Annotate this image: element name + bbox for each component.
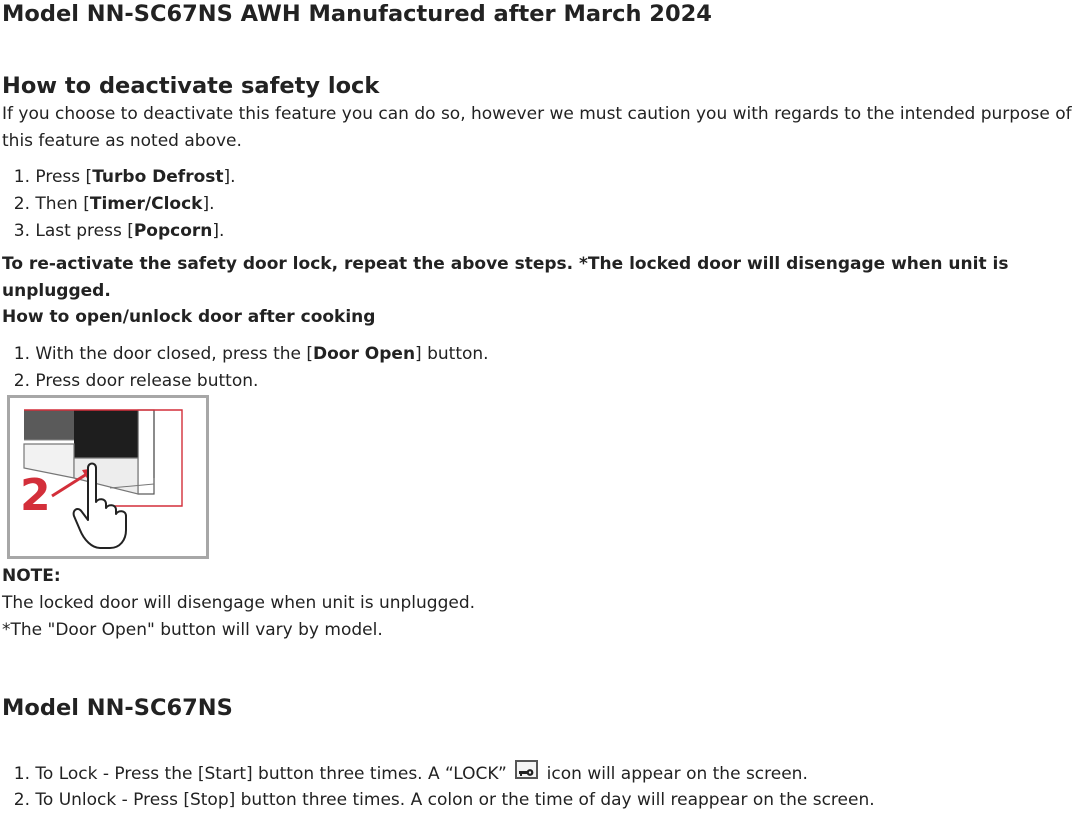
- step-text-end: ].: [223, 167, 236, 187]
- panel-gray-block: [24, 410, 74, 440]
- key-icon: [517, 765, 536, 780]
- note-line-2: *The "Door Open" button will vary by model.: [2, 620, 383, 640]
- step-number: 3.: [13, 221, 30, 241]
- step-number: 1.: [13, 167, 30, 187]
- list-item: [2, 191, 236, 218]
- step-text: Last press [: [35, 221, 134, 241]
- step-text: To Unlock - Press [Stop] button three times. A colon or the time of day will reappear on the screen.: [35, 790, 875, 810]
- step-text-end: ].: [202, 194, 215, 214]
- step-number-label: 2: [20, 470, 51, 521]
- step-button-name: Turbo Defrost: [92, 167, 224, 187]
- list-item: [2, 368, 489, 395]
- section2-title: Model NN-SC67NS: [2, 695, 233, 721]
- deactivate-steps: [2, 164, 236, 245]
- deactivate-heading: How to deactivate safety lock: [2, 73, 380, 99]
- list-item: [2, 787, 875, 814]
- door-release-drawing: [10, 398, 206, 556]
- step-number: 2.: [13, 790, 30, 810]
- list-item: [2, 164, 236, 191]
- step-text: With the door closed, press the [: [35, 344, 314, 364]
- step-text: To Lock - Press the [Start] button three times. A “LOCK”: [35, 764, 507, 784]
- open-door-steps: [2, 341, 489, 395]
- open-door-heading: How to open/unlock door after cooking: [2, 307, 376, 327]
- deactivate-intro: If you choose to deactivate this feature you can do so, however we must caution you with regards to the intended purpose of this feature as noted above.: [2, 104, 1072, 151]
- step-text-end: ] button.: [415, 344, 489, 364]
- step-number: 2.: [13, 371, 30, 391]
- step-text-end: icon will appear on the screen.: [546, 764, 808, 784]
- door-release-illustration: [7, 395, 209, 559]
- list-item: [2, 218, 236, 245]
- reactivate-note: To re-activate the safety door lock, repeat the above steps. *The locked door will disengage when unit is unplugged.: [2, 254, 1009, 301]
- step-button-name: Door Open: [313, 344, 416, 364]
- step-number: 1.: [13, 764, 30, 784]
- note-line-1: The locked door will disengage when unit is unplugged.: [2, 593, 476, 613]
- step-number: 1.: [13, 344, 30, 364]
- key-lock-icon: [515, 760, 538, 779]
- step-number: 2.: [13, 194, 30, 214]
- panel-dark-block: [74, 410, 138, 458]
- step-button-name: Timer/Clock: [89, 194, 203, 214]
- step-text-end: ].: [212, 221, 225, 241]
- step-button-name: Popcorn: [133, 221, 213, 241]
- note-label: NOTE:: [2, 566, 61, 586]
- door-edge: [138, 410, 154, 494]
- lock-steps: [2, 760, 875, 814]
- step-text: Then [: [35, 194, 90, 214]
- step-text: Press door release button.: [35, 371, 259, 391]
- step-text: Press [: [35, 167, 93, 187]
- section1-title: Model NN-SC67NS AWH Manufactured after March 2024: [2, 1, 712, 27]
- list-item: [2, 341, 489, 368]
- list-item: [2, 760, 875, 787]
